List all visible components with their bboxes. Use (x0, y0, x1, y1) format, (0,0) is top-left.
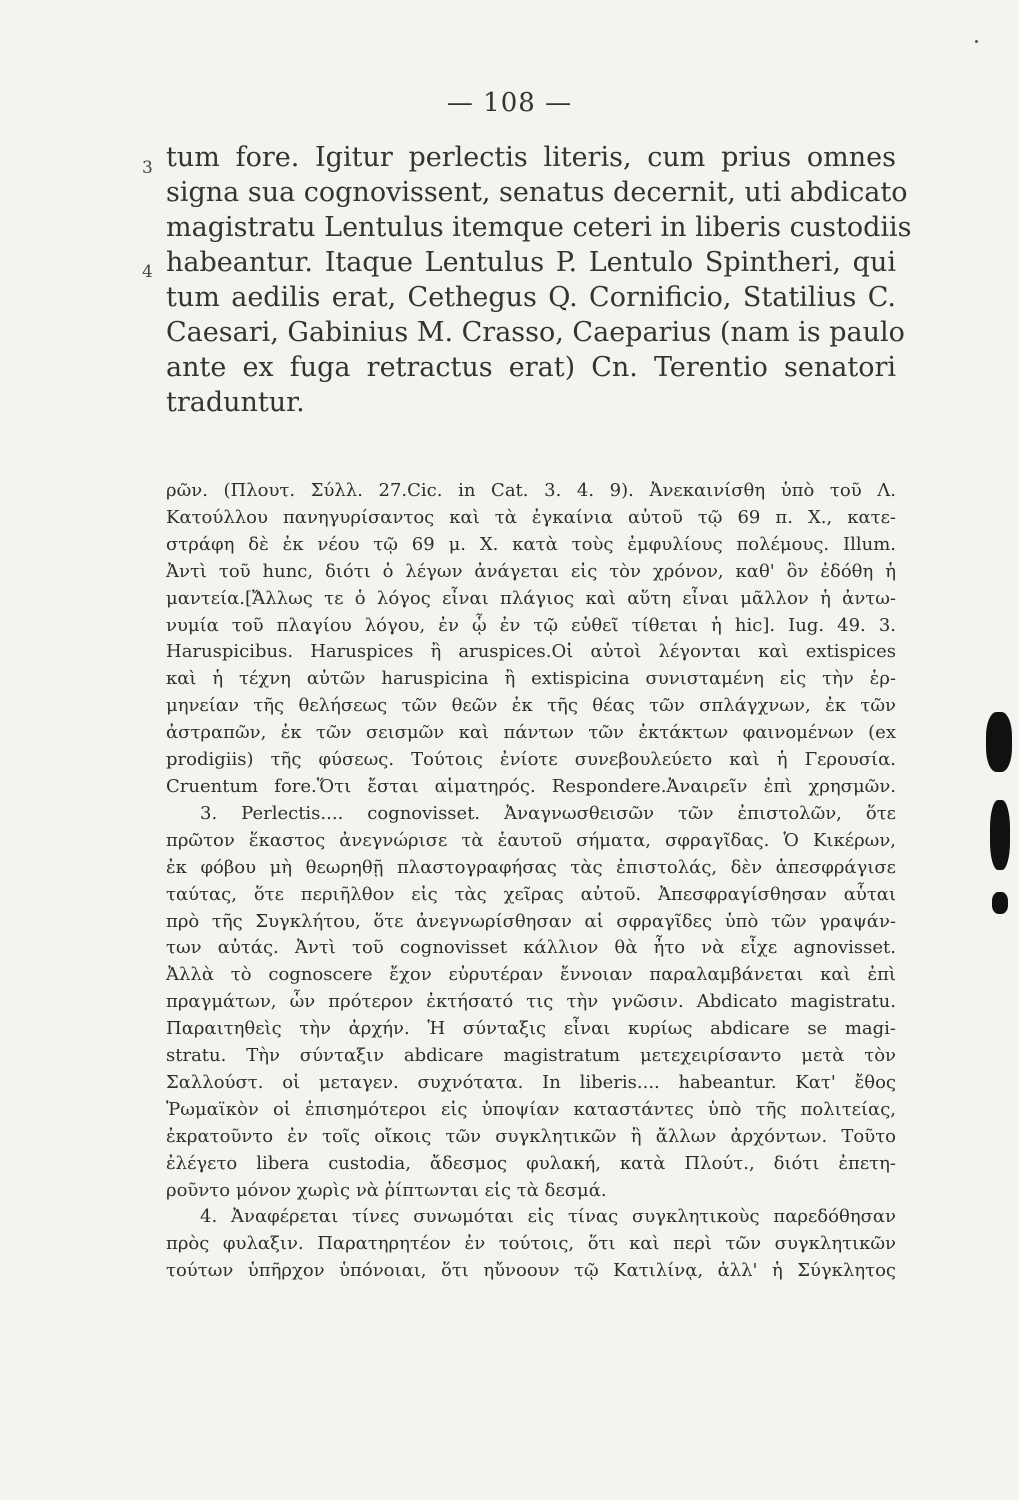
commentary-line: πρὸ τῆς Συγκλήτου, ὅτε ἀνεγνωρίσθησαν αἱ σφραγῖδες ὑπὸ τῶν γραψάν- (166, 910, 896, 932)
commentary-line: ρῶν. (Πλουτ. Σύλλ. 27.Cic. in Cat. 3. 4. 9). Ἀνεκαινίσθη ὑπὸ τοῦ Λ. (166, 480, 896, 501)
latin-line: traduntur. (166, 387, 305, 418)
scan-speck (990, 800, 1010, 870)
scan-speck (986, 712, 1012, 772)
commentary-line: ἀστραπῶν, ἐκ τῶν σεισμῶν καὶ πάντων τῶν ἐκτάκτων φαινομένων (ex (166, 722, 896, 744)
commentary-line: τούτων ὑπῆρχον ὑπόνοιαι, ὅτι ηὔνοουν τῷ Κατιλίνᾳ, ἀλλ' ἡ Σύγκλητος (166, 1260, 896, 1282)
margin-marker-3: 3 (142, 158, 153, 178)
commentary-line: prodigiis) τῆς φύσεως. Τούτοις ἐνίοτε συνεβουλεύετο καὶ ἡ Γερουσία. (166, 749, 896, 771)
commentary-line: των αὐτάς. Ἀντὶ τοῦ cognovisset κάλλιον θὰ ἦτο νὰ εἶχε agnovisset. (166, 937, 896, 959)
commentary-line: Cruentum fore.Ὅτι ἔσται αἱματηρός. Respondere.Ἀναιρεῖν ἐπὶ χρησμῶν. (166, 775, 896, 797)
latin-line: ante ex fuga retractus erat) Cn. Terentio senatori (166, 352, 896, 383)
commentary-line: νυμία τοῦ πλαγίου λόγου, ἐν ᾧ ἐν τῷ εὐθεῖ τίθεται ἡ hic]. Iug. 49. 3. (166, 614, 896, 636)
commentary-line: ἐλέγετο libera custodia, ἄδεσμος φυλακή, κατὰ Πλούτ., διότι ἐπετη- (166, 1152, 896, 1174)
commentary-line: Ἀντὶ τοῦ hunc, διότι ὁ λέγων ἀνάγεται εἰς τὸν χρόνον, καθ' ὃν ἐδόθη ἡ (166, 560, 896, 582)
commentary-line: Ἀλλὰ τὸ cognoscere ἔχον εὐρυτέραν ἔννοιαν παραλαμβάνεται καὶ ἐπὶ (166, 964, 896, 986)
commentary-line: Haruspicibus. Haruspices ἢ aruspices.Οἱ αὐτοὶ λέγονται καὶ extispices (166, 641, 896, 663)
commentary-line: Κατούλλου πανηγυρίσαντος καὶ τὰ ἐγκαίνια αὐτοῦ τῷ 69 π. Χ., κατε- (166, 506, 896, 528)
commentary-line: Σαλλούστ. οἱ μεταγεν. συχνότατα. In liberis.... habeantur. Κατ' ἔθος (166, 1071, 896, 1093)
commentary-line: μηνείαν τῆς θελήσεως τῶν θεῶν ἐκ τῆς θέας τῶν σπλάγχνων, ἐκ τῶν (166, 695, 896, 717)
commentary-line: καὶ ἡ τέχνη αὐτῶν haruspicina ἢ extispicina συνισταμένη εἰς τὴν ἑρ- (166, 668, 896, 690)
commentary-line: πρὸς φυλαξιν. Παρατηρητέον ἐν τούτοις, ὅτι καὶ περὶ τῶν συγκλητικῶν (166, 1233, 896, 1255)
commentary-line: ροῦντο μόνον χωρὶς νὰ ῥίπτωνται εἰς τὰ δεσμά. (166, 1179, 607, 1201)
commentary-line: Ῥωμαϊκὸν οἱ ἐπισημότεροι εἰς ὑποψίαν καταστάντες ὑπὸ τῆς πολιτείας, (166, 1098, 896, 1120)
latin-line: magistratu Lentulus itemque ceteri in liberis custodiis (166, 212, 912, 243)
commentary-line: πραγμάτων, ὧν πρότερον ἐκτήσατό τις τὴν γνῶσιν. Abdicato magistratu. (166, 991, 896, 1013)
commentary-line: ἐκ φόβου μὴ θεωρηθῇ πλαστογραφήσας τὰς ἐπιστολάς, δὲν ἀπεσφράγισε (166, 856, 896, 878)
latin-line: habeantur. Itaque Lentulus P. Lentulo Spintheri, qui (166, 247, 896, 278)
commentary-line: 3. Perlectis.... cognovisset. Ἀναγνωσθεισῶν τῶν ἐπιστολῶν, ὅτε (200, 802, 896, 824)
commentary-line: stratu. Τὴν σύνταξιν abdicare magistratum μετεχειρίσαντο μετὰ τὸν (166, 1045, 896, 1067)
latin-line: Caesari, Gabinius M. Crasso, Caeparius (nam is paulo (166, 317, 905, 348)
scan-speck (992, 892, 1008, 914)
margin-marker-4: 4 (142, 262, 153, 282)
page-number: — 108 — (446, 88, 573, 118)
commentary-line: ἐκρατοῦντο ἐν τοῖς οἴκοις τῶν συγκλητικῶν ἢ ἄλλων ἀρχόντων. Τοῦτο (166, 1125, 896, 1147)
latin-text-block (166, 140, 912, 420)
latin-line: tum aedilis erat, Cethegus Q. Cornificio, Statilius C. (166, 282, 896, 313)
commentary-line: 4. Ἀναφέρεται τίνες συνωμόται εἰς τίνας συγκλητικοὺς παρεδόθησαν (200, 1206, 896, 1228)
commentary-line: μαντεία.[Ἄλλως τε ὁ λόγος εἶναι πλάγιος καὶ αὕτη εἶναι μᾶλλον ἡ ἀντω- (166, 587, 896, 609)
commentary-line: στράφη δὲ ἐκ νέου τῷ 69 μ. Χ. κατὰ τοὺς ἐμφυλίους πολέμους. Illum. (166, 533, 896, 555)
commentary-block (166, 478, 896, 1285)
latin-line: signa sua cognovissent, senatus decernit, uti abdicato (166, 177, 908, 208)
dust-mark (975, 40, 978, 43)
commentary-line: πρῶτον ἕκαστος ἀνεγνώρισε τὰ ἑαυτοῦ σήματα, σφραγῖδας. Ὁ Κικέρων, (166, 829, 896, 851)
commentary-line: Παραιτηθεὶς τὴν ἀρχήν. Ἡ σύνταξις εἶναι κυρίως abdicare se magi- (166, 1018, 896, 1040)
latin-line: tum fore. Igitur perlectis literis, cum prius omnes (166, 142, 896, 173)
commentary-line: ταύτας, ὅτε περιῆλθον εἰς τὰς χεῖρας αὐτοῦ. Ἀπεσφραγίσθησαν αὗται (166, 883, 896, 905)
